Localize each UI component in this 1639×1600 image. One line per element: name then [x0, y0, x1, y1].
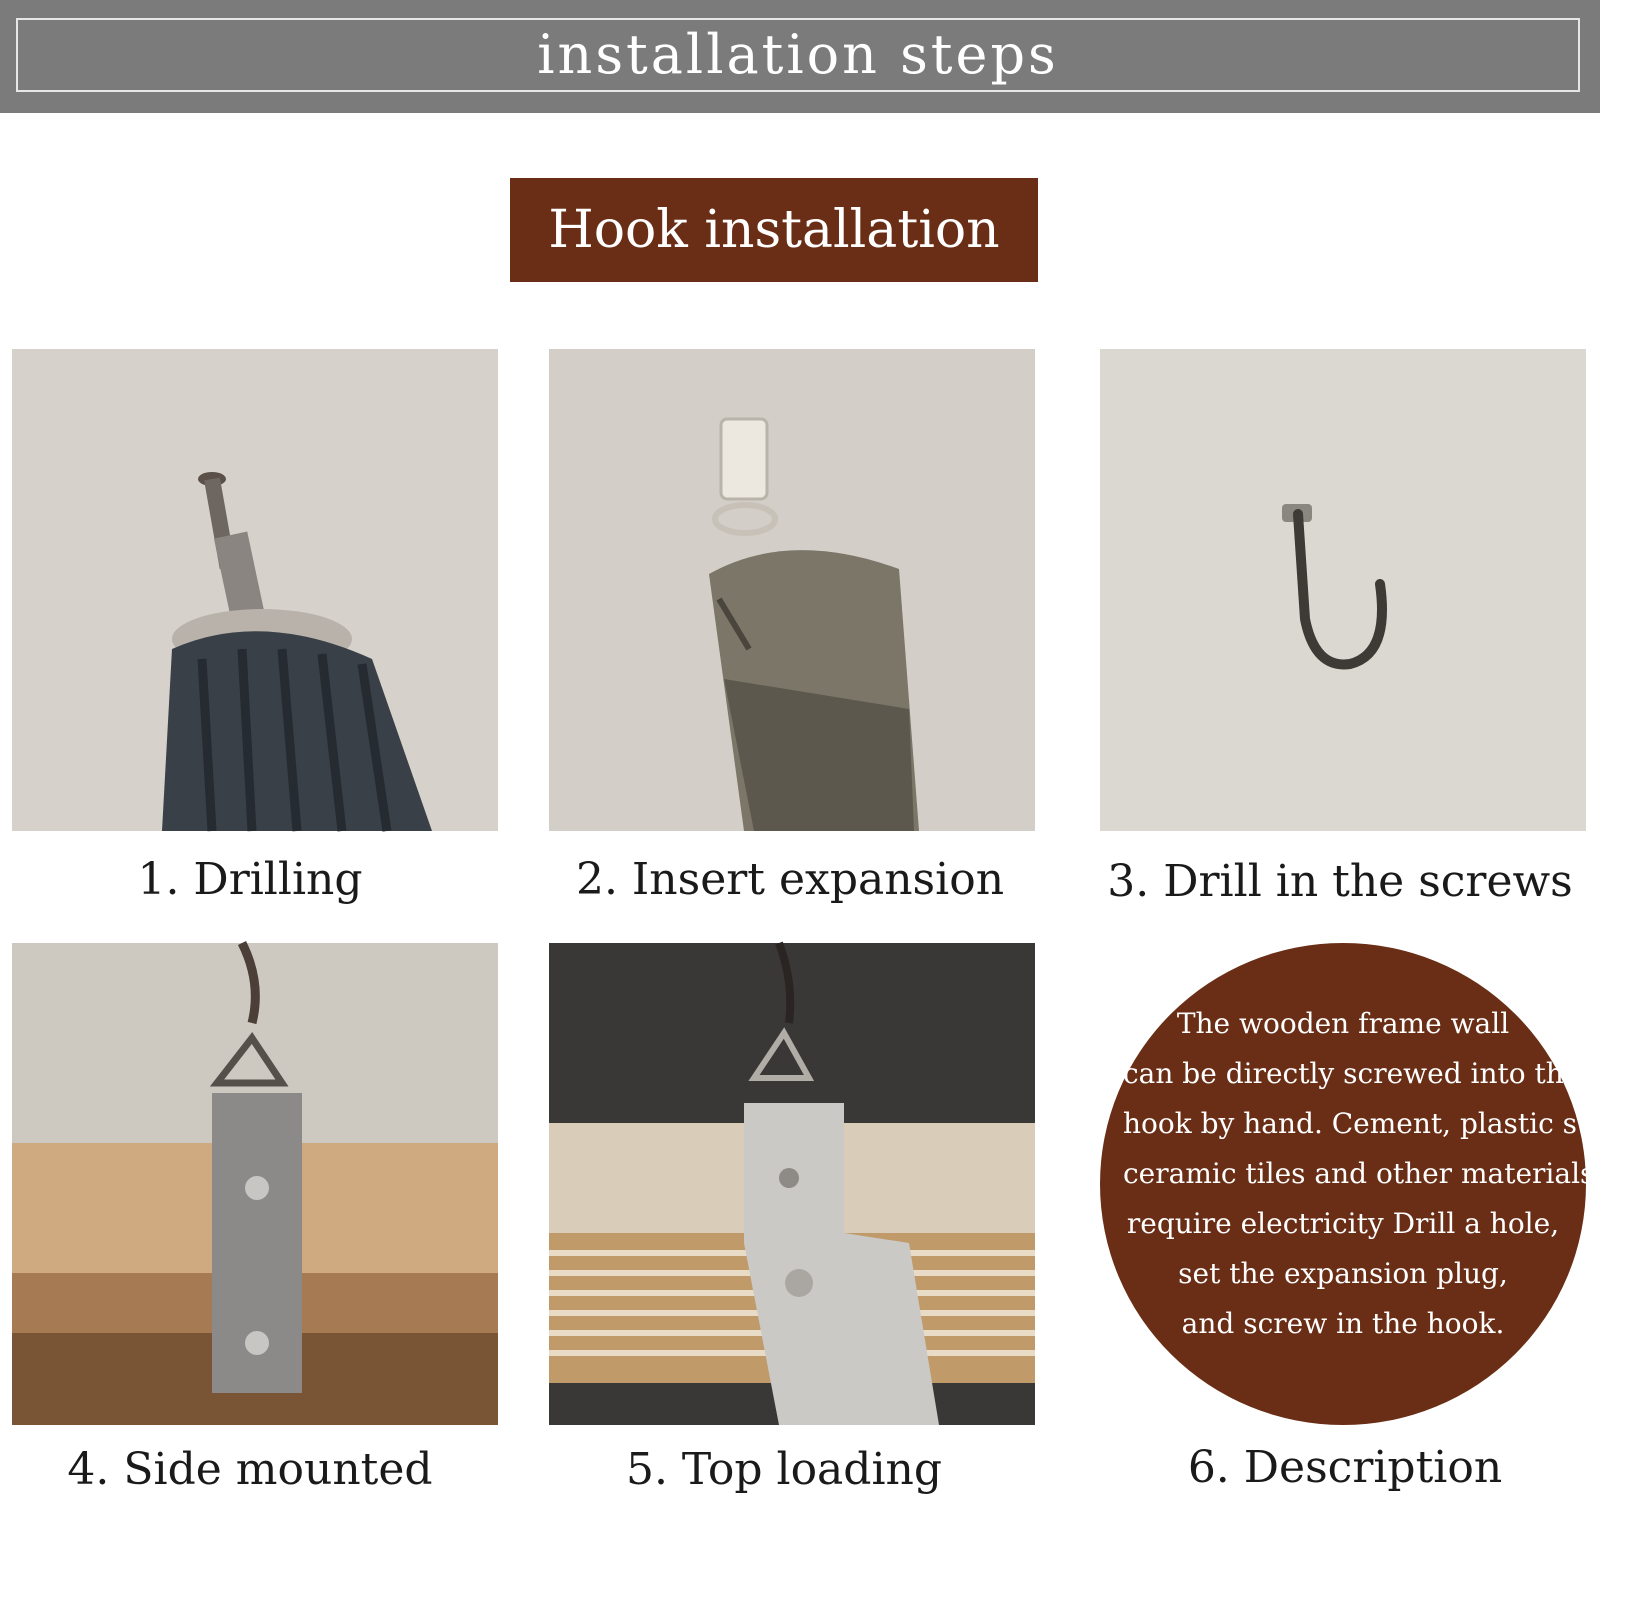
top-banner-frame	[16, 18, 1580, 92]
step-5-photo	[549, 943, 1035, 1425]
description-circle	[1100, 943, 1639, 1425]
step-2-caption: 2. Insert expansion	[575, 854, 1005, 905]
step-1-photo	[12, 349, 498, 831]
section-title: Hook installation	[548, 200, 1000, 260]
description-line: require electricity Drill a hole,	[1126, 1207, 1560, 1240]
description-line: and screw in the hook.	[1181, 1307, 1505, 1340]
step-4-photo	[12, 943, 498, 1425]
section-header	[510, 178, 1038, 282]
side-mount-bracket-photo	[12, 943, 498, 1425]
ceiling-hook-photo	[1100, 349, 1586, 831]
step-1-caption: 1. Drilling	[137, 854, 363, 905]
step-4-caption: 4. Side mounted	[67, 1444, 433, 1495]
description-text	[1123, 999, 1639, 1349]
step-3-photo	[1100, 349, 1586, 831]
top-load-bracket-photo	[549, 943, 1035, 1425]
description-line: hook by hand. Cement, plastic steel,	[1123, 1107, 1639, 1140]
description-line: set the expansion plug,	[1178, 1257, 1508, 1290]
description-line: ceramic tiles and other materials	[1123, 1157, 1595, 1190]
banner-title: installation steps	[537, 23, 1059, 86]
top-banner	[0, 0, 1600, 113]
step-3-caption: 3. Drill in the screws	[1107, 856, 1573, 907]
hammer-expansion-plug-photo	[549, 349, 1035, 831]
description-line: can be directly screwed into the	[1123, 1057, 1581, 1090]
step-6-caption: 6. Description	[1187, 1442, 1503, 1493]
drill-on-ceiling-photo	[12, 349, 498, 831]
step-5-caption: 5. Top loading	[625, 1444, 943, 1495]
step-2-photo	[549, 349, 1035, 831]
description-line: The wooden frame wall	[1176, 1007, 1510, 1040]
